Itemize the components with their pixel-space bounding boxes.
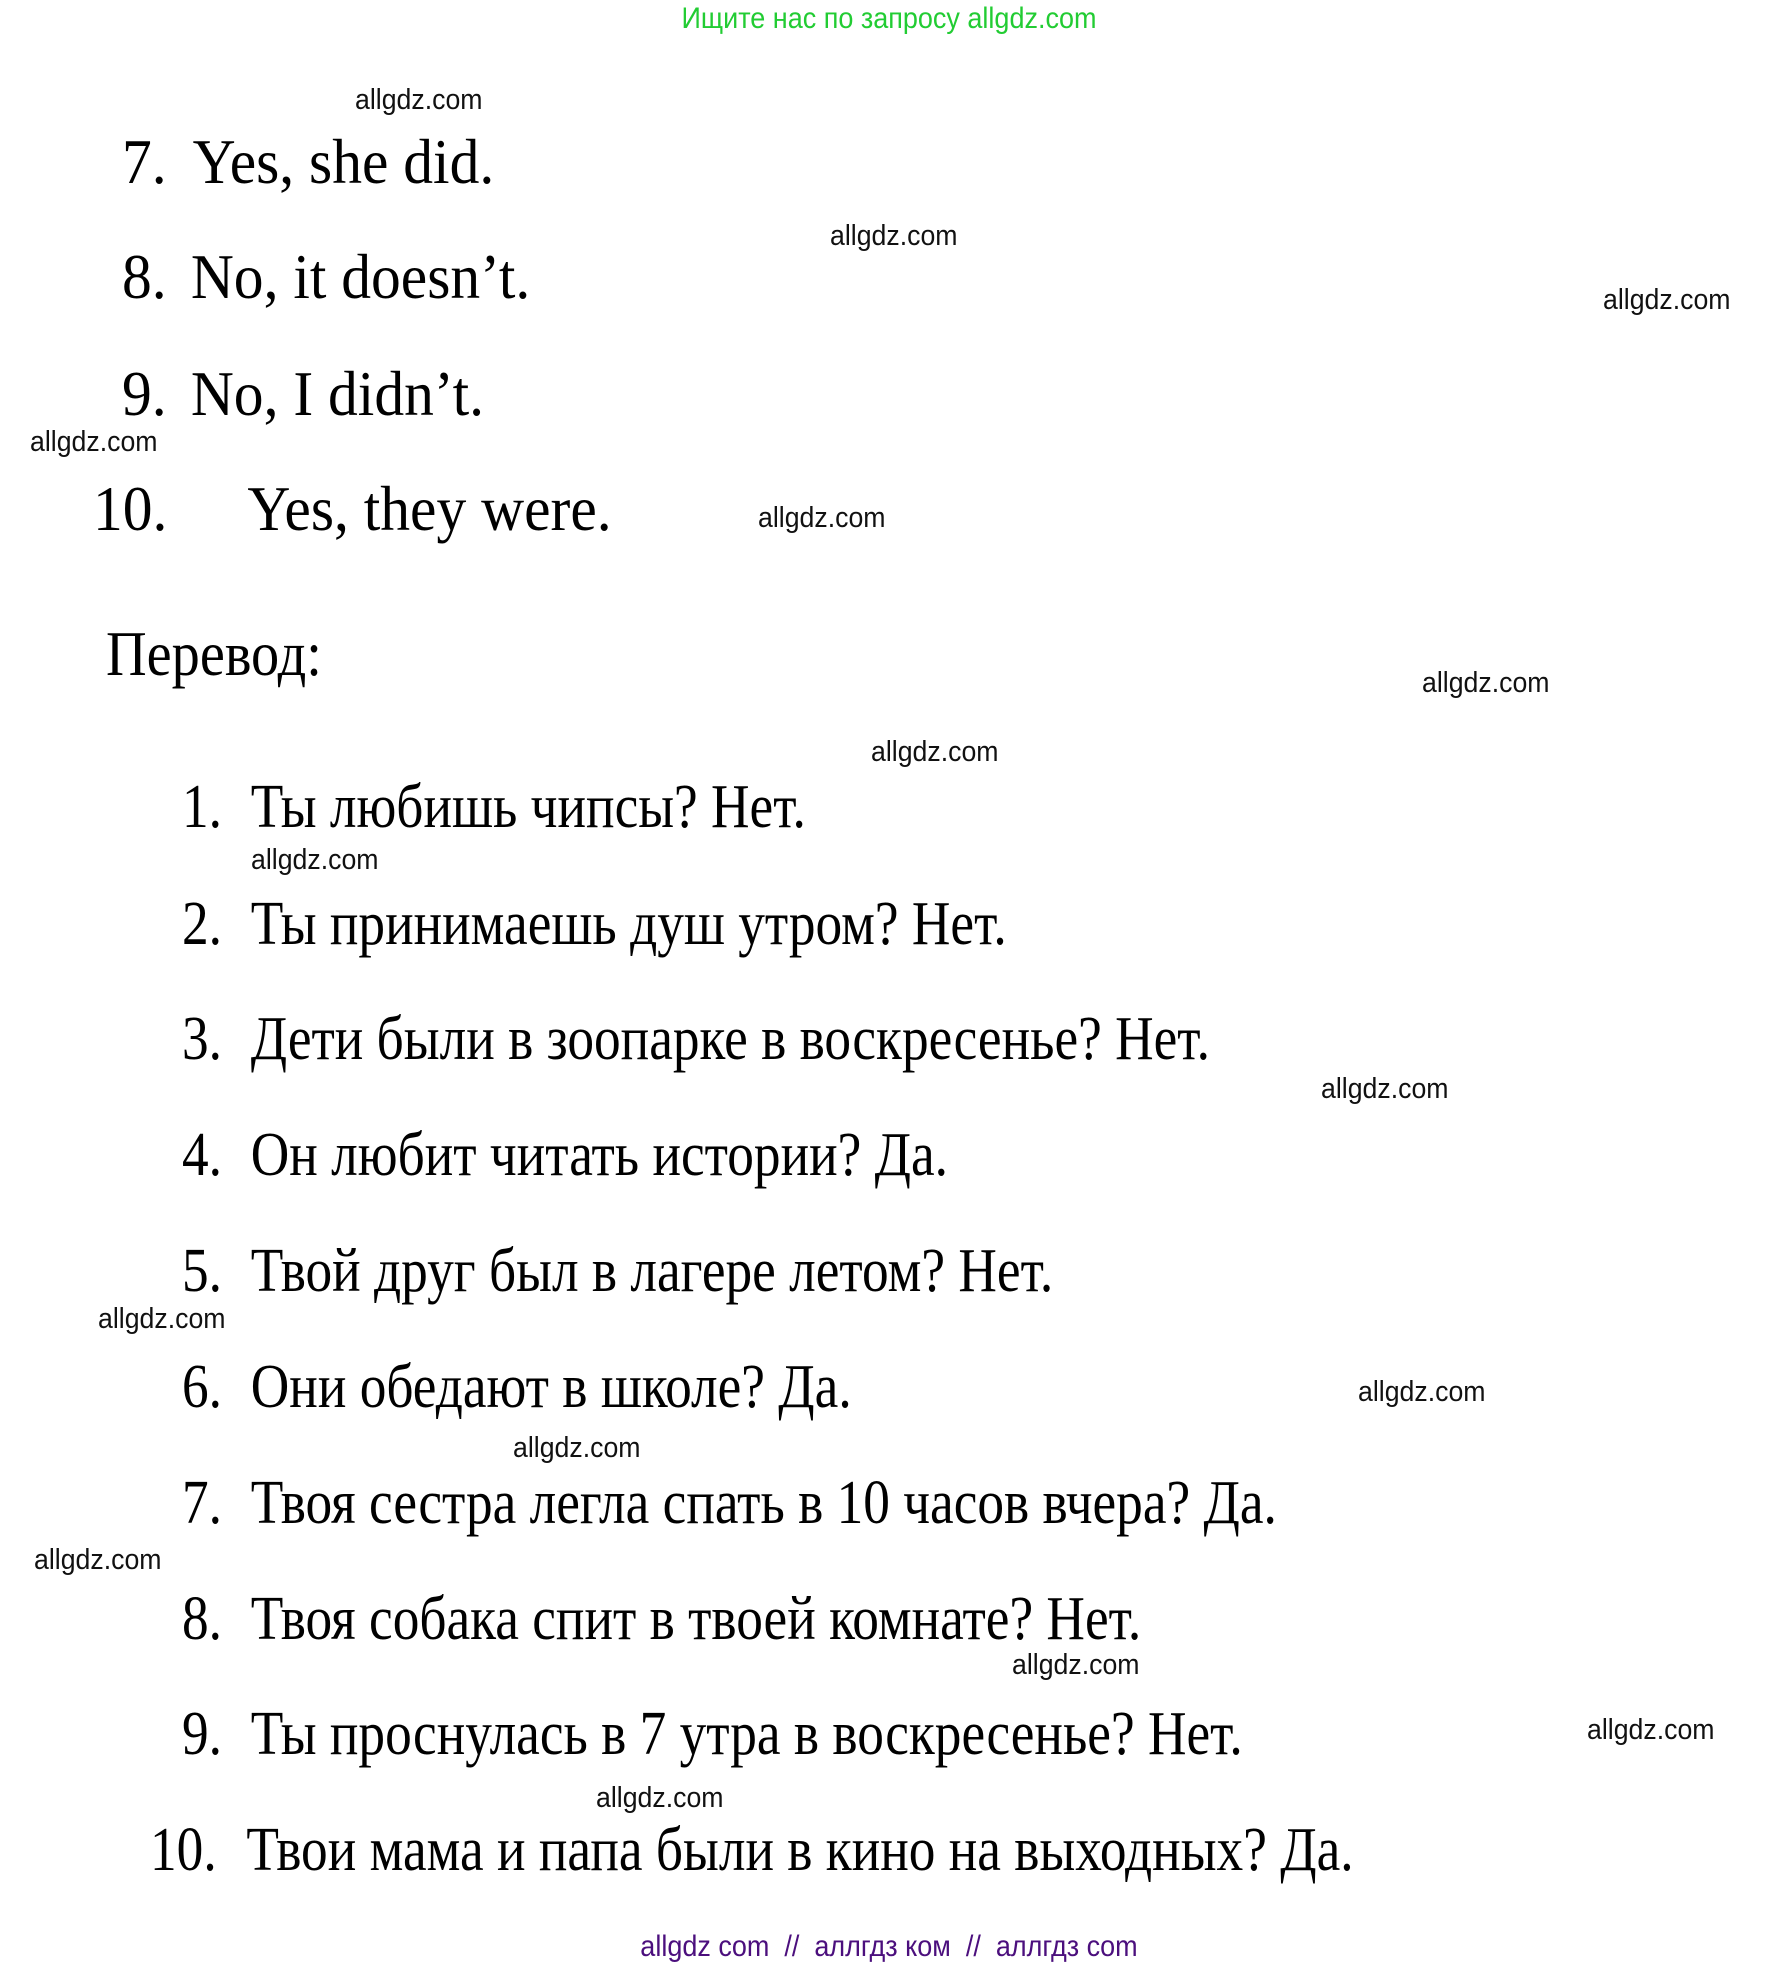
search-banner: Ищите нас по запросу allgdz.com bbox=[681, 2, 1097, 35]
watermark: allgdz.com bbox=[871, 736, 999, 768]
translation-item bbox=[150, 1816, 1354, 1884]
answer-number: 8. bbox=[122, 241, 167, 312]
translation-number: 8. bbox=[182, 1585, 222, 1653]
translation-number: 2. bbox=[182, 890, 222, 958]
watermark: allgdz.com bbox=[355, 84, 483, 116]
answer-item bbox=[122, 358, 485, 429]
translation-text: Ты любишь чипсы? Нет. bbox=[250, 773, 806, 841]
answer-item bbox=[93, 473, 612, 544]
translation-item bbox=[182, 773, 806, 841]
translation-number: 6. bbox=[182, 1353, 222, 1421]
watermark: allgdz.com bbox=[251, 844, 379, 876]
translation-text: Твоя собака спит в твоей комнате? Нет. bbox=[250, 1585, 1142, 1653]
translation-item bbox=[182, 1700, 1243, 1768]
answer-text: No, it doesn’t. bbox=[190, 241, 531, 312]
watermark: allgdz.com bbox=[98, 1303, 226, 1335]
translation-text: Он любит читать истории? Да. bbox=[250, 1121, 949, 1189]
translation-text: Твой друг был в лагере летом? Нет. bbox=[250, 1237, 1054, 1305]
translation-text: Твоя сестра легла спать в 10 часов вчера? Да. bbox=[250, 1469, 1277, 1537]
watermark: allgdz.com bbox=[1603, 284, 1731, 316]
answer-text: Yes, they were. bbox=[247, 473, 612, 544]
watermark: allgdz.com bbox=[830, 220, 958, 252]
answer-text: No, I didn’t. bbox=[190, 358, 485, 429]
translation-number: 9. bbox=[182, 1700, 222, 1768]
translation-heading: Перевод: bbox=[106, 618, 322, 689]
watermark: allgdz.com bbox=[1321, 1073, 1449, 1105]
answer-number: 10. bbox=[93, 473, 168, 544]
translation-item bbox=[182, 1585, 1142, 1653]
watermark: allgdz.com bbox=[1587, 1714, 1715, 1746]
watermark: allgdz.com bbox=[1422, 667, 1550, 699]
footer-watermark: allgdz com // аллгдз ком // аллгдз com bbox=[640, 1930, 1138, 1963]
translation-number: 5. bbox=[182, 1237, 222, 1305]
translation-number: 7. bbox=[182, 1469, 222, 1537]
answer-item bbox=[122, 241, 531, 312]
translation-item bbox=[182, 890, 1007, 958]
translation-number: 1. bbox=[182, 773, 222, 841]
watermark: allgdz.com bbox=[513, 1432, 641, 1464]
answer-text: Yes, she did. bbox=[192, 126, 495, 197]
translation-text: Ты проснулась в 7 утра в воскресенье? Нет. bbox=[250, 1700, 1243, 1768]
watermark: allgdz.com bbox=[758, 502, 886, 534]
watermark: allgdz.com bbox=[596, 1782, 724, 1814]
answer-item bbox=[122, 126, 495, 197]
watermark: allgdz.com bbox=[1358, 1376, 1486, 1408]
translation-item bbox=[182, 1121, 949, 1189]
translation-text: Дети были в зоопарке в воскресенье? Нет. bbox=[250, 1005, 1210, 1073]
translation-text: Твои мама и папа были в кино на выходных? Да. bbox=[246, 1816, 1354, 1884]
translation-number: 4. bbox=[182, 1121, 222, 1189]
translation-text: Они обедают в школе? Да. bbox=[250, 1353, 852, 1421]
answer-number: 9. bbox=[122, 358, 167, 429]
translation-number: 3. bbox=[182, 1005, 222, 1073]
translation-number: 10. bbox=[150, 1816, 217, 1884]
translation-item bbox=[182, 1237, 1054, 1305]
watermark: allgdz.com bbox=[34, 1544, 162, 1576]
watermark: allgdz.com bbox=[30, 426, 158, 458]
translation-text: Ты принимаешь душ утром? Нет. bbox=[250, 890, 1007, 958]
answer-number: 7. bbox=[122, 126, 167, 197]
translation-item bbox=[182, 1005, 1210, 1073]
translation-item bbox=[182, 1353, 852, 1421]
watermark: allgdz.com bbox=[1012, 1649, 1140, 1681]
translation-item bbox=[182, 1469, 1277, 1537]
